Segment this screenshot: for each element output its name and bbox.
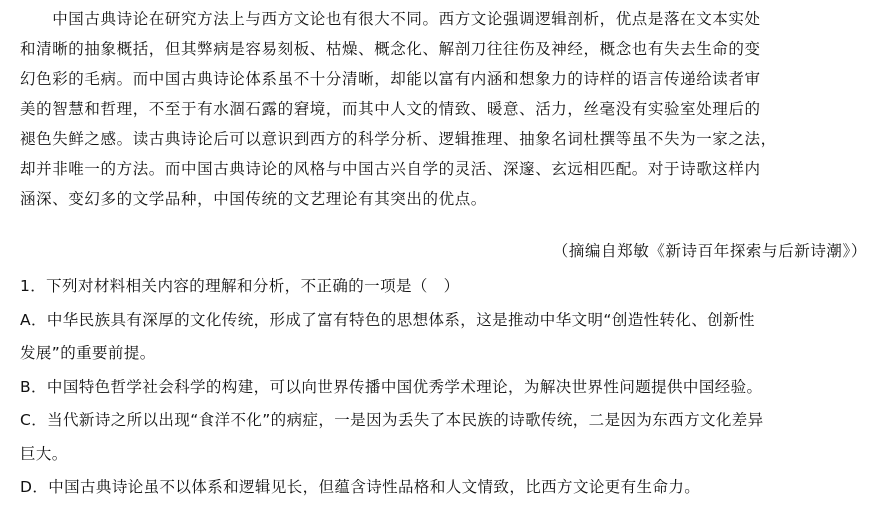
passage-line: 美的智慧和哲理，不至于有水涸石露的窘境，而其中人文的情致、暖意、活力，丝毫没有实验室处理后的	[20, 100, 761, 118]
passage-line: 中国古典诗论在研究方法上与西方文论也有很大不同。西方文论强调逻辑剖析，优点是落在文本实处	[20, 10, 761, 28]
option-c: C．当代新诗之所以出现“食洋不化”的病症，一是因为丢失了本民族的诗歌传统，二是因为东西方文化差异	[20, 411, 764, 429]
passage-line: 涵深、变幻多的文学品种，中国传统的文艺理论有其突出的优点。	[20, 190, 487, 208]
question-stem: 1．下列对材料相关内容的理解和分析，不正确的一项是（ ）	[20, 277, 460, 295]
passage-line: 和清晰的抽象概括，但其弊病是容易刻板、枯燥、概念化、解剖刀往往伤及神经，概念也有失去生命的变	[20, 40, 761, 58]
question-block	[20, 270, 870, 505]
reading-passage	[20, 4, 870, 214]
passage-line: 却并非唯一的方法。而中国古典诗论的风格与中国古兴自学的灵活、深邃、玄远相匹配。对于诗歌这样内	[20, 160, 761, 178]
option-b: B．中国特色哲学社会科学的构建，可以向世界传播中国优秀学术理论，为解决世界性问题提供中国经验。	[20, 377, 763, 396]
option-c-continued: 巨大。	[20, 444, 68, 463]
passage-line: 褪色失鲜之感。读古典诗论后可以意识到西方的科学分析、逻辑推理、抽象名词杜撰等虽不失为一家之法，	[20, 130, 777, 148]
option-a-continued: 发展”的重要前提。	[20, 344, 156, 362]
passage-line: 幻色彩的毛病。而中国古典诗论体系虽不十分清晰，却能以富有内涵和想象力的诗样的语言传递给读者审	[20, 70, 761, 88]
option-d: D．中国古典诗论虽不以体系和逻辑见长，但蕴含诗性品格和人文情致，比西方文论更有生命力。	[20, 478, 701, 496]
passage-source-citation: （摘编自郑敏《新诗百年探索与后新诗潮》）	[552, 242, 867, 260]
option-a: A．中华民族具有深厚的文化传统，形成了富有特色的思想体系，这是推动中华文明“创造性转化、创新性	[20, 310, 755, 329]
